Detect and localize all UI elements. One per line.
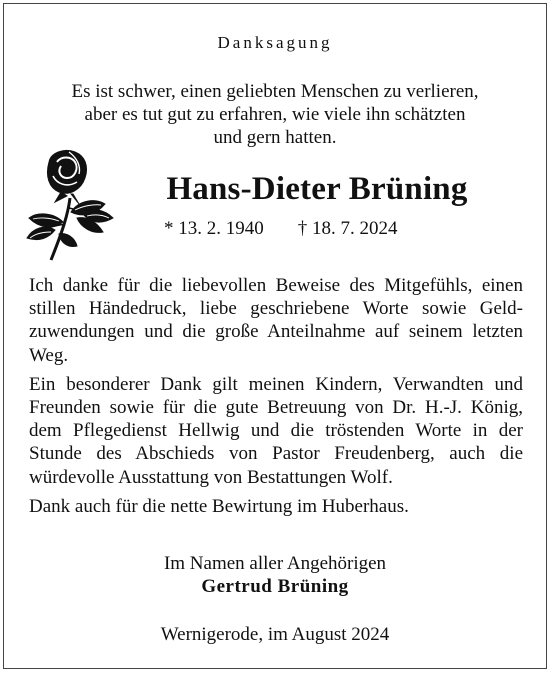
- text-line: dem Pflegedienst Hellwig und die tröstenden Worte in der: [29, 420, 523, 442]
- quote-line: aber es tut gut zu erfahren, wie viele ihn schätzten: [84, 104, 466, 125]
- text-line: zuwendungen und die große Anteilnahme auf seinem letzten: [29, 321, 523, 343]
- text-line: würdevolle Ausstattung von Bestattungen Wolf.: [29, 466, 393, 488]
- signatory: Gertrud Brüning: [201, 576, 349, 597]
- text-line: Weg.: [29, 344, 69, 366]
- text-line: Ein besonderer Dank gilt meinen Kindern, Verwandten und: [29, 373, 523, 395]
- paragraph: [29, 274, 523, 367]
- deceased-name: Hans-Dieter Brüning: [166, 171, 468, 207]
- paragraph: [29, 373, 523, 489]
- birth-date: * 13. 2. 1940: [164, 218, 264, 239]
- text-line: Dank auch für die nette Bewirtung im Huberhaus.: [29, 495, 409, 517]
- life-dates: [164, 218, 398, 240]
- death-date: † 18. 7. 2024: [297, 218, 398, 239]
- quote-line: Es ist schwer, einen geliebten Menschen zu verlieren,: [71, 81, 479, 102]
- obituary-card: [3, 3, 547, 669]
- closing-line: Im Namen aller Angehörigen: [163, 553, 387, 574]
- quote-line: und gern hatten.: [213, 127, 337, 148]
- text-line: stillen Händedruck, liebe geschriebene Worte sowie Geld-: [29, 298, 523, 320]
- paragraph: [29, 495, 523, 518]
- thank-you-text: [29, 274, 523, 524]
- text-line: Freunden sowie für die gute Betreuung von Dr. H.-J. König,: [29, 397, 523, 419]
- text-line: Ich danke für die liebevollen Beweise des Mitgefühls, einen: [29, 275, 523, 296]
- place-date: Wernigerode, im August 2024: [160, 624, 390, 645]
- text-line: Stunde des Abschieds von Pastor Freudenberg, auch die: [29, 443, 523, 465]
- quote: [4, 80, 546, 149]
- heading: Danksagung: [217, 33, 333, 52]
